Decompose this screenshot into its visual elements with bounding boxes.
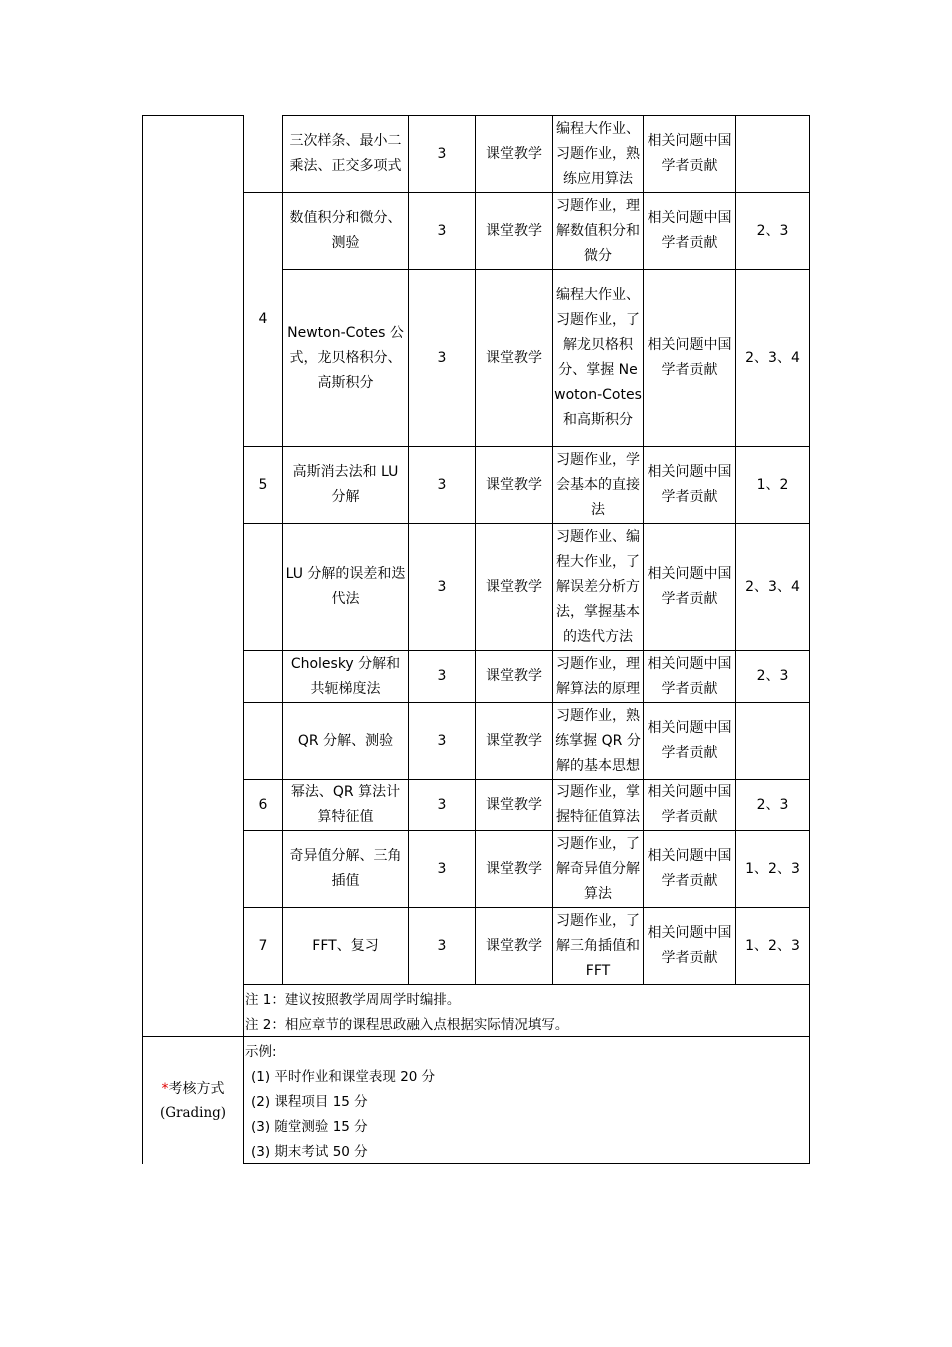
- required-star: *: [161, 1081, 169, 1097]
- week-cell: 5: [258, 476, 268, 493]
- ideology-cell: 相关问题中国学者贡献: [647, 848, 732, 889]
- topic-cell: LU 分解的误差和迭代法: [285, 566, 406, 607]
- grading-item: (3) 期末考试 50 分: [251, 1144, 368, 1160]
- hours-cell: 3: [437, 860, 447, 877]
- grading-item: (3) 随堂测验 15 分: [251, 1119, 368, 1135]
- objectives-cell: 2、3: [756, 222, 789, 239]
- ideology-cell: 相关问题中国学者贡献: [647, 655, 732, 697]
- requirement-cell: 习题作业、编程大作业，了解误差分析方法，掌握基本的迭代方法: [556, 528, 640, 645]
- week-cell-merged: 4: [258, 311, 268, 327]
- table-rule: [809, 115, 810, 1164]
- week-cell: 6: [258, 796, 268, 813]
- method-cell: 课堂教学: [486, 222, 542, 239]
- week-cell: [244, 651, 282, 702]
- method-cell: 课堂教学: [486, 668, 542, 684]
- objectives-cell: 2、3: [756, 668, 789, 684]
- table-notes: [245, 988, 805, 1038]
- hours-cell: 3: [437, 476, 447, 493]
- table-rule: [142, 115, 143, 1164]
- week-cell: [244, 116, 282, 192]
- topic-cell: QR 分解、测验: [297, 732, 394, 749]
- requirement-cell: 习题作业，理解算法的原理: [556, 655, 640, 697]
- requirement-cell: 习题作业，了解奇异值分解算法: [556, 835, 640, 902]
- note-1: 注 1：建议按照教学周周学时编排。: [245, 992, 461, 1008]
- requirement-cell: 编程大作业、习题作业，了解龙贝格积分、掌握 Newoton-Cotes 和高斯积分: [554, 287, 642, 428]
- hours-cell: 3: [437, 796, 447, 813]
- topic-cell: 奇异值分解、三角插值: [289, 848, 402, 889]
- grading-content: [245, 1040, 805, 1165]
- hours-cell: 3: [437, 668, 447, 684]
- hours-cell: 3: [437, 349, 447, 366]
- table-rule: [243, 984, 810, 985]
- objectives-cell: 2、3、4: [745, 578, 800, 595]
- grading-label-en: (Grading): [159, 1105, 227, 1121]
- ideology-cell: 相关问题中国学者贡献: [647, 133, 732, 174]
- objectives-cell: 1、2: [756, 476, 789, 493]
- method-cell: 课堂教学: [486, 937, 542, 954]
- requirement-cell: 习题作业，学会基本的直接法: [556, 451, 640, 518]
- hours-cell: 3: [437, 732, 447, 749]
- week-cell: 7: [258, 937, 268, 954]
- objectives-cell: [736, 116, 809, 192]
- topic-cell: 数值积分和微分、测验: [289, 210, 402, 251]
- requirement-cell: 习题作业，熟练掌握 QR 分解的基本思想: [555, 707, 641, 774]
- ideology-cell: 相关问题中国学者贡献: [647, 925, 732, 966]
- hours-cell: 3: [437, 145, 447, 162]
- topic-cell: 幂法、QR 算法计算特征值: [290, 784, 401, 825]
- objectives-cell: 2、3、4: [745, 349, 800, 366]
- ideology-cell: 相关问题中国学者贡献: [647, 720, 732, 761]
- requirement-cell: 习题作业，掌握特征值算法: [556, 784, 640, 825]
- week-cell: [244, 524, 282, 650]
- grading-label-cn: 考核方式: [168, 1081, 225, 1097]
- ideology-cell: 相关问题中国学者贡献: [647, 784, 732, 825]
- objectives-cell: 1、2、3: [745, 860, 800, 877]
- method-cell: 课堂教学: [486, 860, 542, 877]
- objectives-cell: [736, 703, 809, 779]
- requirement-cell: 编程大作业、习题作业，熟练应用算法: [556, 120, 640, 187]
- requirement-cell: 习题作业，理解数值积分和微分: [556, 197, 640, 264]
- method-cell: 课堂教学: [486, 732, 542, 749]
- ideology-cell: 相关问题中国学者贡献: [647, 337, 732, 378]
- method-cell: 课堂教学: [486, 476, 542, 493]
- hours-cell: 3: [437, 937, 447, 954]
- method-cell: 课堂教学: [486, 796, 542, 813]
- table-rule: [142, 1036, 244, 1037]
- hours-cell: 3: [437, 222, 447, 239]
- note-2: 注 2：相应章节的课程思政融入点根据实际情况填写。: [245, 1017, 569, 1033]
- topic-cell: Newton-Cotes 公式，龙贝格积分、高斯积分: [287, 324, 404, 391]
- week-cell: [244, 831, 282, 907]
- objectives-cell: 2、3: [756, 796, 789, 813]
- topic-cell: Cholesky 分解和共轭梯度法: [290, 655, 401, 697]
- hours-cell: 3: [437, 578, 447, 595]
- objectives-cell: 1、2、3: [745, 937, 800, 954]
- topic-cell: 高斯消去法和 LU 分解: [292, 464, 399, 505]
- method-cell: 课堂教学: [486, 578, 542, 595]
- topic-cell: 三次样条、最小二乘法、正交多项式: [289, 133, 402, 174]
- topic-cell: FFT、复习: [312, 937, 379, 954]
- ideology-cell: 相关问题中国学者贡献: [647, 464, 732, 505]
- requirement-cell: 习题作业，了解三角插值和 FFT: [556, 912, 640, 979]
- ideology-cell: 相关问题中国学者贡献: [647, 566, 732, 607]
- method-cell: 课堂教学: [486, 145, 542, 162]
- table-rule: [142, 115, 244, 116]
- grading-intro: 示例:: [245, 1044, 277, 1060]
- grading-item: (2) 课程项目 15 分: [251, 1094, 368, 1110]
- ideology-cell: 相关问题中国学者贡献: [647, 210, 732, 251]
- method-cell: 课堂教学: [486, 349, 542, 366]
- week-cell: [244, 703, 282, 779]
- grading-item: (1) 平时作业和课堂表现 20 分: [251, 1069, 436, 1085]
- grading-label: [143, 1038, 243, 1164]
